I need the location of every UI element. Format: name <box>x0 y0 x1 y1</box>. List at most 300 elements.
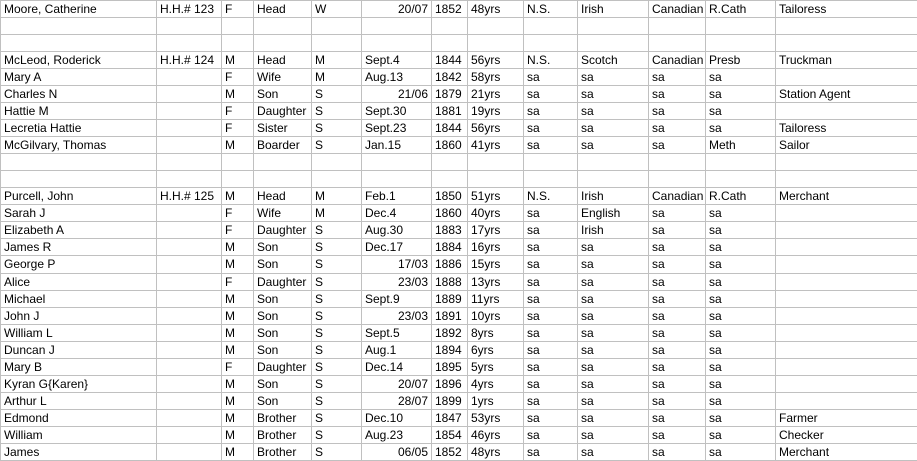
cell-origin[interactable]: sa <box>578 273 649 290</box>
cell-birth-date[interactable] <box>362 35 432 52</box>
cell-marital[interactable]: S <box>312 358 362 375</box>
cell-name[interactable]: James R <box>1 239 157 256</box>
cell-age[interactable]: 15yrs <box>468 256 524 273</box>
cell-age[interactable]: 58yrs <box>468 69 524 86</box>
cell-household[interactable] <box>157 443 222 460</box>
cell-age[interactable] <box>468 35 524 52</box>
cell-birthplace[interactable]: sa <box>524 426 578 443</box>
cell-household[interactable] <box>157 35 222 52</box>
cell-name[interactable]: Hattie M <box>1 103 157 120</box>
cell-age[interactable] <box>468 18 524 35</box>
cell-occupation[interactable] <box>776 273 917 290</box>
cell-occupation[interactable]: Merchant <box>776 443 917 460</box>
cell-relation[interactable]: Brother <box>254 426 312 443</box>
cell-marital[interactable]: W <box>312 1 362 18</box>
cell-name[interactable]: Purcell, John <box>1 188 157 205</box>
cell-religion[interactable]: sa <box>706 120 776 137</box>
cell-religion[interactable]: sa <box>706 205 776 222</box>
cell-birth-date[interactable] <box>362 171 432 188</box>
cell-religion[interactable]: sa <box>706 239 776 256</box>
cell-birth-date[interactable]: Jan.15 <box>362 137 432 154</box>
cell-religion[interactable]: sa <box>706 69 776 86</box>
cell-household[interactable] <box>157 69 222 86</box>
cell-sex[interactable]: M <box>222 426 254 443</box>
cell-birth-date[interactable]: Sept.4 <box>362 52 432 69</box>
cell-sex[interactable]: M <box>222 324 254 341</box>
cell-religion[interactable] <box>706 18 776 35</box>
cell-origin[interactable]: sa <box>578 256 649 273</box>
cell-sex[interactable]: F <box>222 358 254 375</box>
cell-occupation[interactable]: Merchant <box>776 188 917 205</box>
cell-religion[interactable]: sa <box>706 375 776 392</box>
cell-birth-date[interactable]: 28/07 <box>362 392 432 409</box>
cell-origin[interactable] <box>578 35 649 52</box>
cell-birth-date[interactable] <box>362 154 432 171</box>
cell-relation[interactable]: Son <box>254 239 312 256</box>
cell-nationality[interactable] <box>649 18 706 35</box>
cell-religion[interactable]: sa <box>706 86 776 103</box>
cell-marital[interactable]: S <box>312 324 362 341</box>
cell-age[interactable]: 19yrs <box>468 103 524 120</box>
cell-nationality[interactable]: Canadian <box>649 188 706 205</box>
cell-birth-date[interactable]: Aug.23 <box>362 426 432 443</box>
cell-birthplace[interactable] <box>524 154 578 171</box>
cell-nationality[interactable]: sa <box>649 341 706 358</box>
cell-birthplace[interactable]: sa <box>524 324 578 341</box>
cell-sex[interactable]: F <box>222 69 254 86</box>
cell-marital[interactable]: S <box>312 443 362 460</box>
cell-birthplace[interactable]: sa <box>524 69 578 86</box>
cell-marital[interactable]: S <box>312 239 362 256</box>
cell-occupation[interactable]: Checker <box>776 426 917 443</box>
cell-household[interactable] <box>157 171 222 188</box>
cell-birth-date[interactable]: Sept.30 <box>362 103 432 120</box>
cell-origin[interactable]: sa <box>578 324 649 341</box>
cell-origin[interactable]: Scotch <box>578 52 649 69</box>
cell-birth-year[interactable]: 1860 <box>432 137 468 154</box>
cell-name[interactable]: Duncan J <box>1 341 157 358</box>
cell-relation[interactable]: Brother <box>254 443 312 460</box>
cell-age[interactable]: 48yrs <box>468 1 524 18</box>
cell-marital[interactable]: S <box>312 273 362 290</box>
cell-household[interactable] <box>157 392 222 409</box>
cell-relation[interactable]: Son <box>254 341 312 358</box>
cell-birthplace[interactable]: sa <box>524 120 578 137</box>
cell-nationality[interactable] <box>649 171 706 188</box>
cell-birth-year[interactable]: 1895 <box>432 358 468 375</box>
cell-nationality[interactable]: sa <box>649 358 706 375</box>
cell-birth-date[interactable]: Sept.9 <box>362 290 432 307</box>
cell-age[interactable]: 5yrs <box>468 358 524 375</box>
cell-religion[interactable]: sa <box>706 273 776 290</box>
cell-religion[interactable]: sa <box>706 358 776 375</box>
cell-marital[interactable]: M <box>312 52 362 69</box>
cell-birth-date[interactable]: 20/07 <box>362 375 432 392</box>
cell-age[interactable]: 13yrs <box>468 273 524 290</box>
cell-birth-date[interactable]: Dec.17 <box>362 239 432 256</box>
cell-name[interactable]: William L <box>1 324 157 341</box>
cell-marital[interactable]: M <box>312 188 362 205</box>
cell-birth-year[interactable]: 1894 <box>432 341 468 358</box>
cell-name[interactable]: Sarah J <box>1 205 157 222</box>
cell-occupation[interactable] <box>776 154 917 171</box>
cell-household[interactable] <box>157 358 222 375</box>
cell-name[interactable]: Michael <box>1 290 157 307</box>
cell-birth-year[interactable]: 1860 <box>432 205 468 222</box>
cell-age[interactable]: 1yrs <box>468 392 524 409</box>
cell-origin[interactable]: sa <box>578 443 649 460</box>
cell-name[interactable]: Charles N <box>1 86 157 103</box>
cell-relation[interactable]: Head <box>254 188 312 205</box>
cell-birthplace[interactable]: sa <box>524 409 578 426</box>
cell-religion[interactable] <box>706 171 776 188</box>
cell-birth-date[interactable] <box>362 18 432 35</box>
cell-name[interactable]: William <box>1 426 157 443</box>
cell-birthplace[interactable]: sa <box>524 273 578 290</box>
cell-religion[interactable]: sa <box>706 409 776 426</box>
cell-nationality[interactable]: sa <box>649 69 706 86</box>
cell-birthplace[interactable]: sa <box>524 443 578 460</box>
cell-household[interactable] <box>157 18 222 35</box>
cell-occupation[interactable] <box>776 256 917 273</box>
cell-relation[interactable]: Son <box>254 307 312 324</box>
cell-occupation[interactable] <box>776 205 917 222</box>
cell-origin[interactable]: English <box>578 205 649 222</box>
cell-birthplace[interactable] <box>524 18 578 35</box>
cell-household[interactable]: H.H.# 123 <box>157 1 222 18</box>
cell-religion[interactable]: sa <box>706 290 776 307</box>
cell-nationality[interactable]: sa <box>649 222 706 239</box>
cell-birthplace[interactable]: sa <box>524 358 578 375</box>
cell-age[interactable]: 4yrs <box>468 375 524 392</box>
cell-birth-date[interactable]: Dec.4 <box>362 205 432 222</box>
cell-age[interactable]: 41yrs <box>468 137 524 154</box>
cell-household[interactable] <box>157 426 222 443</box>
cell-age[interactable] <box>468 154 524 171</box>
cell-household[interactable] <box>157 256 222 273</box>
cell-marital[interactable]: S <box>312 103 362 120</box>
cell-birth-date[interactable]: Aug.1 <box>362 341 432 358</box>
cell-birth-year[interactable]: 1899 <box>432 392 468 409</box>
cell-origin[interactable]: sa <box>578 375 649 392</box>
cell-sex[interactable]: M <box>222 290 254 307</box>
cell-name[interactable]: McGilvary, Thomas <box>1 137 157 154</box>
cell-name[interactable] <box>1 171 157 188</box>
cell-birthplace[interactable] <box>524 171 578 188</box>
cell-sex[interactable]: M <box>222 239 254 256</box>
cell-marital[interactable]: S <box>312 137 362 154</box>
cell-household[interactable] <box>157 205 222 222</box>
cell-relation[interactable]: Daughter <box>254 103 312 120</box>
cell-birth-date[interactable]: Aug.13 <box>362 69 432 86</box>
cell-birth-year[interactable]: 1883 <box>432 222 468 239</box>
cell-relation[interactable]: Daughter <box>254 358 312 375</box>
cell-relation[interactable] <box>254 18 312 35</box>
cell-birth-date[interactable]: Sept.5 <box>362 324 432 341</box>
cell-nationality[interactable]: sa <box>649 239 706 256</box>
cell-sex[interactable]: M <box>222 409 254 426</box>
cell-sex[interactable] <box>222 154 254 171</box>
cell-name[interactable]: McLeod, Roderick <box>1 52 157 69</box>
cell-birth-date[interactable]: Sept.23 <box>362 120 432 137</box>
cell-religion[interactable]: sa <box>706 426 776 443</box>
cell-occupation[interactable]: Truckman <box>776 52 917 69</box>
cell-relation[interactable]: Head <box>254 52 312 69</box>
cell-sex[interactable]: M <box>222 52 254 69</box>
cell-birth-year[interactable]: 1891 <box>432 307 468 324</box>
cell-occupation[interactable]: Tailoress <box>776 1 917 18</box>
cell-origin[interactable]: sa <box>578 307 649 324</box>
cell-relation[interactable]: Daughter <box>254 273 312 290</box>
cell-nationality[interactable]: sa <box>649 103 706 120</box>
cell-origin[interactable]: sa <box>578 409 649 426</box>
cell-sex[interactable] <box>222 18 254 35</box>
cell-nationality[interactable]: sa <box>649 205 706 222</box>
cell-relation[interactable]: Head <box>254 1 312 18</box>
cell-origin[interactable] <box>578 18 649 35</box>
cell-household[interactable] <box>157 409 222 426</box>
cell-occupation[interactable] <box>776 324 917 341</box>
cell-nationality[interactable]: sa <box>649 426 706 443</box>
cell-occupation[interactable]: Farmer <box>776 409 917 426</box>
cell-birth-year[interactable]: 1852 <box>432 443 468 460</box>
cell-name[interactable]: James <box>1 443 157 460</box>
cell-birthplace[interactable]: sa <box>524 137 578 154</box>
cell-name[interactable]: Lecretia Hattie <box>1 120 157 137</box>
cell-origin[interactable]: sa <box>578 341 649 358</box>
cell-birth-date[interactable]: 21/06 <box>362 86 432 103</box>
cell-birth-year[interactable]: 1886 <box>432 256 468 273</box>
cell-birthplace[interactable]: sa <box>524 239 578 256</box>
cell-birth-date[interactable]: Feb.1 <box>362 188 432 205</box>
cell-age[interactable]: 40yrs <box>468 205 524 222</box>
cell-relation[interactable]: Son <box>254 290 312 307</box>
cell-nationality[interactable]: sa <box>649 273 706 290</box>
cell-name[interactable] <box>1 154 157 171</box>
cell-birthplace[interactable]: sa <box>524 86 578 103</box>
cell-marital[interactable] <box>312 18 362 35</box>
cell-relation[interactable] <box>254 154 312 171</box>
cell-relation[interactable]: Son <box>254 375 312 392</box>
cell-origin[interactable]: sa <box>578 290 649 307</box>
cell-household[interactable] <box>157 307 222 324</box>
cell-birthplace[interactable]: sa <box>524 392 578 409</box>
cell-religion[interactable]: sa <box>706 341 776 358</box>
cell-occupation[interactable] <box>776 239 917 256</box>
cell-birth-year[interactable]: 1847 <box>432 409 468 426</box>
cell-name[interactable]: George P <box>1 256 157 273</box>
cell-birth-year[interactable]: 1896 <box>432 375 468 392</box>
cell-origin[interactable] <box>578 171 649 188</box>
cell-religion[interactable]: sa <box>706 256 776 273</box>
cell-name[interactable] <box>1 35 157 52</box>
cell-occupation[interactable] <box>776 18 917 35</box>
cell-nationality[interactable]: sa <box>649 375 706 392</box>
cell-marital[interactable]: S <box>312 86 362 103</box>
cell-occupation[interactable] <box>776 307 917 324</box>
cell-age[interactable]: 8yrs <box>468 324 524 341</box>
cell-age[interactable]: 53yrs <box>468 409 524 426</box>
cell-occupation[interactable]: Station Agent <box>776 86 917 103</box>
cell-birth-date[interactable]: Dec.10 <box>362 409 432 426</box>
cell-marital[interactable]: S <box>312 426 362 443</box>
cell-religion[interactable]: sa <box>706 307 776 324</box>
cell-origin[interactable]: sa <box>578 103 649 120</box>
cell-birth-year[interactable] <box>432 171 468 188</box>
cell-relation[interactable]: Son <box>254 256 312 273</box>
cell-household[interactable] <box>157 375 222 392</box>
cell-sex[interactable] <box>222 171 254 188</box>
cell-birth-date[interactable]: 23/03 <box>362 307 432 324</box>
cell-relation[interactable]: Boarder <box>254 137 312 154</box>
cell-origin[interactable] <box>578 154 649 171</box>
cell-birth-year[interactable]: 1888 <box>432 273 468 290</box>
cell-birth-year[interactable]: 1892 <box>432 324 468 341</box>
cell-nationality[interactable]: sa <box>649 256 706 273</box>
cell-age[interactable]: 16yrs <box>468 239 524 256</box>
cell-sex[interactable]: F <box>222 1 254 18</box>
cell-household[interactable] <box>157 103 222 120</box>
cell-relation[interactable]: Wife <box>254 205 312 222</box>
cell-relation[interactable]: Daughter <box>254 222 312 239</box>
cell-relation[interactable]: Sister <box>254 120 312 137</box>
cell-nationality[interactable]: sa <box>649 290 706 307</box>
cell-birthplace[interactable]: sa <box>524 307 578 324</box>
cell-name[interactable]: Alice <box>1 273 157 290</box>
cell-household[interactable] <box>157 120 222 137</box>
cell-occupation[interactable] <box>776 358 917 375</box>
cell-birth-year[interactable]: 1844 <box>432 120 468 137</box>
cell-nationality[interactable]: sa <box>649 120 706 137</box>
cell-name[interactable]: Mary B <box>1 358 157 375</box>
cell-birthplace[interactable]: sa <box>524 222 578 239</box>
cell-sex[interactable]: M <box>222 86 254 103</box>
cell-sex[interactable] <box>222 35 254 52</box>
cell-birth-year[interactable]: 1889 <box>432 290 468 307</box>
cell-birth-year[interactable]: 1844 <box>432 52 468 69</box>
cell-nationality[interactable]: sa <box>649 409 706 426</box>
cell-age[interactable]: 11yrs <box>468 290 524 307</box>
cell-marital[interactable]: S <box>312 341 362 358</box>
cell-origin[interactable]: Irish <box>578 188 649 205</box>
cell-household[interactable] <box>157 324 222 341</box>
cell-religion[interactable] <box>706 35 776 52</box>
cell-religion[interactable]: sa <box>706 324 776 341</box>
cell-occupation[interactable] <box>776 341 917 358</box>
cell-sex[interactable]: M <box>222 188 254 205</box>
cell-relation[interactable] <box>254 35 312 52</box>
cell-nationality[interactable] <box>649 35 706 52</box>
cell-birthplace[interactable] <box>524 35 578 52</box>
cell-religion[interactable] <box>706 154 776 171</box>
cell-household[interactable] <box>157 86 222 103</box>
cell-age[interactable]: 51yrs <box>468 188 524 205</box>
cell-name[interactable]: Arthur L <box>1 392 157 409</box>
cell-age[interactable]: 48yrs <box>468 443 524 460</box>
cell-household[interactable] <box>157 239 222 256</box>
cell-name[interactable]: Edmond <box>1 409 157 426</box>
cell-household[interactable] <box>157 341 222 358</box>
cell-occupation[interactable] <box>776 69 917 86</box>
cell-nationality[interactable]: sa <box>649 443 706 460</box>
cell-birthplace[interactable]: sa <box>524 103 578 120</box>
cell-nationality[interactable]: sa <box>649 86 706 103</box>
cell-name[interactable]: Moore, Catherine <box>1 1 157 18</box>
cell-sex[interactable]: M <box>222 256 254 273</box>
cell-relation[interactable]: Son <box>254 324 312 341</box>
cell-nationality[interactable]: sa <box>649 137 706 154</box>
cell-marital[interactable]: S <box>312 222 362 239</box>
cell-name[interactable]: Kyran G{Karen} <box>1 375 157 392</box>
cell-name[interactable]: John J <box>1 307 157 324</box>
cell-occupation[interactable] <box>776 222 917 239</box>
cell-occupation[interactable] <box>776 290 917 307</box>
cell-marital[interactable]: S <box>312 256 362 273</box>
cell-marital[interactable]: S <box>312 375 362 392</box>
cell-nationality[interactable] <box>649 154 706 171</box>
cell-occupation[interactable] <box>776 171 917 188</box>
cell-birth-date[interactable]: 20/07 <box>362 1 432 18</box>
cell-birth-year[interactable]: 1854 <box>432 426 468 443</box>
cell-sex[interactable]: M <box>222 341 254 358</box>
cell-religion[interactable]: sa <box>706 103 776 120</box>
cell-occupation[interactable] <box>776 103 917 120</box>
cell-sex[interactable]: F <box>222 273 254 290</box>
cell-birth-year[interactable] <box>432 18 468 35</box>
cell-household[interactable]: H.H.# 124 <box>157 52 222 69</box>
cell-occupation[interactable]: Sailor <box>776 137 917 154</box>
cell-household[interactable] <box>157 137 222 154</box>
cell-nationality[interactable]: sa <box>649 307 706 324</box>
cell-occupation[interactable] <box>776 35 917 52</box>
cell-origin[interactable]: sa <box>578 69 649 86</box>
cell-origin[interactable]: sa <box>578 392 649 409</box>
cell-age[interactable]: 17yrs <box>468 222 524 239</box>
cell-name[interactable]: Elizabeth A <box>1 222 157 239</box>
cell-birthplace[interactable]: sa <box>524 375 578 392</box>
cell-household[interactable] <box>157 290 222 307</box>
cell-birth-year[interactable] <box>432 35 468 52</box>
cell-religion[interactable]: R.Cath <box>706 1 776 18</box>
cell-religion[interactable]: sa <box>706 222 776 239</box>
cell-sex[interactable]: F <box>222 103 254 120</box>
cell-occupation[interactable] <box>776 375 917 392</box>
cell-birthplace[interactable]: N.S. <box>524 1 578 18</box>
cell-age[interactable]: 56yrs <box>468 52 524 69</box>
cell-marital[interactable]: S <box>312 409 362 426</box>
cell-religion[interactable]: R.Cath <box>706 188 776 205</box>
cell-nationality[interactable]: sa <box>649 392 706 409</box>
cell-relation[interactable]: Son <box>254 86 312 103</box>
cell-birth-year[interactable]: 1850 <box>432 188 468 205</box>
cell-birthplace[interactable]: sa <box>524 256 578 273</box>
cell-marital[interactable]: S <box>312 290 362 307</box>
cell-religion[interactable]: Presb <box>706 52 776 69</box>
cell-household[interactable]: H.H.# 125 <box>157 188 222 205</box>
cell-birthplace[interactable]: sa <box>524 290 578 307</box>
cell-birth-year[interactable] <box>432 154 468 171</box>
cell-marital[interactable]: M <box>312 205 362 222</box>
cell-origin[interactable]: Irish <box>578 1 649 18</box>
cell-nationality[interactable]: Canadian <box>649 52 706 69</box>
cell-birth-date[interactable]: Aug.30 <box>362 222 432 239</box>
cell-occupation[interactable]: Tailoress <box>776 120 917 137</box>
cell-religion[interactable]: sa <box>706 443 776 460</box>
cell-relation[interactable] <box>254 171 312 188</box>
cell-name[interactable] <box>1 18 157 35</box>
cell-name[interactable]: Mary A <box>1 69 157 86</box>
cell-sex[interactable]: F <box>222 205 254 222</box>
